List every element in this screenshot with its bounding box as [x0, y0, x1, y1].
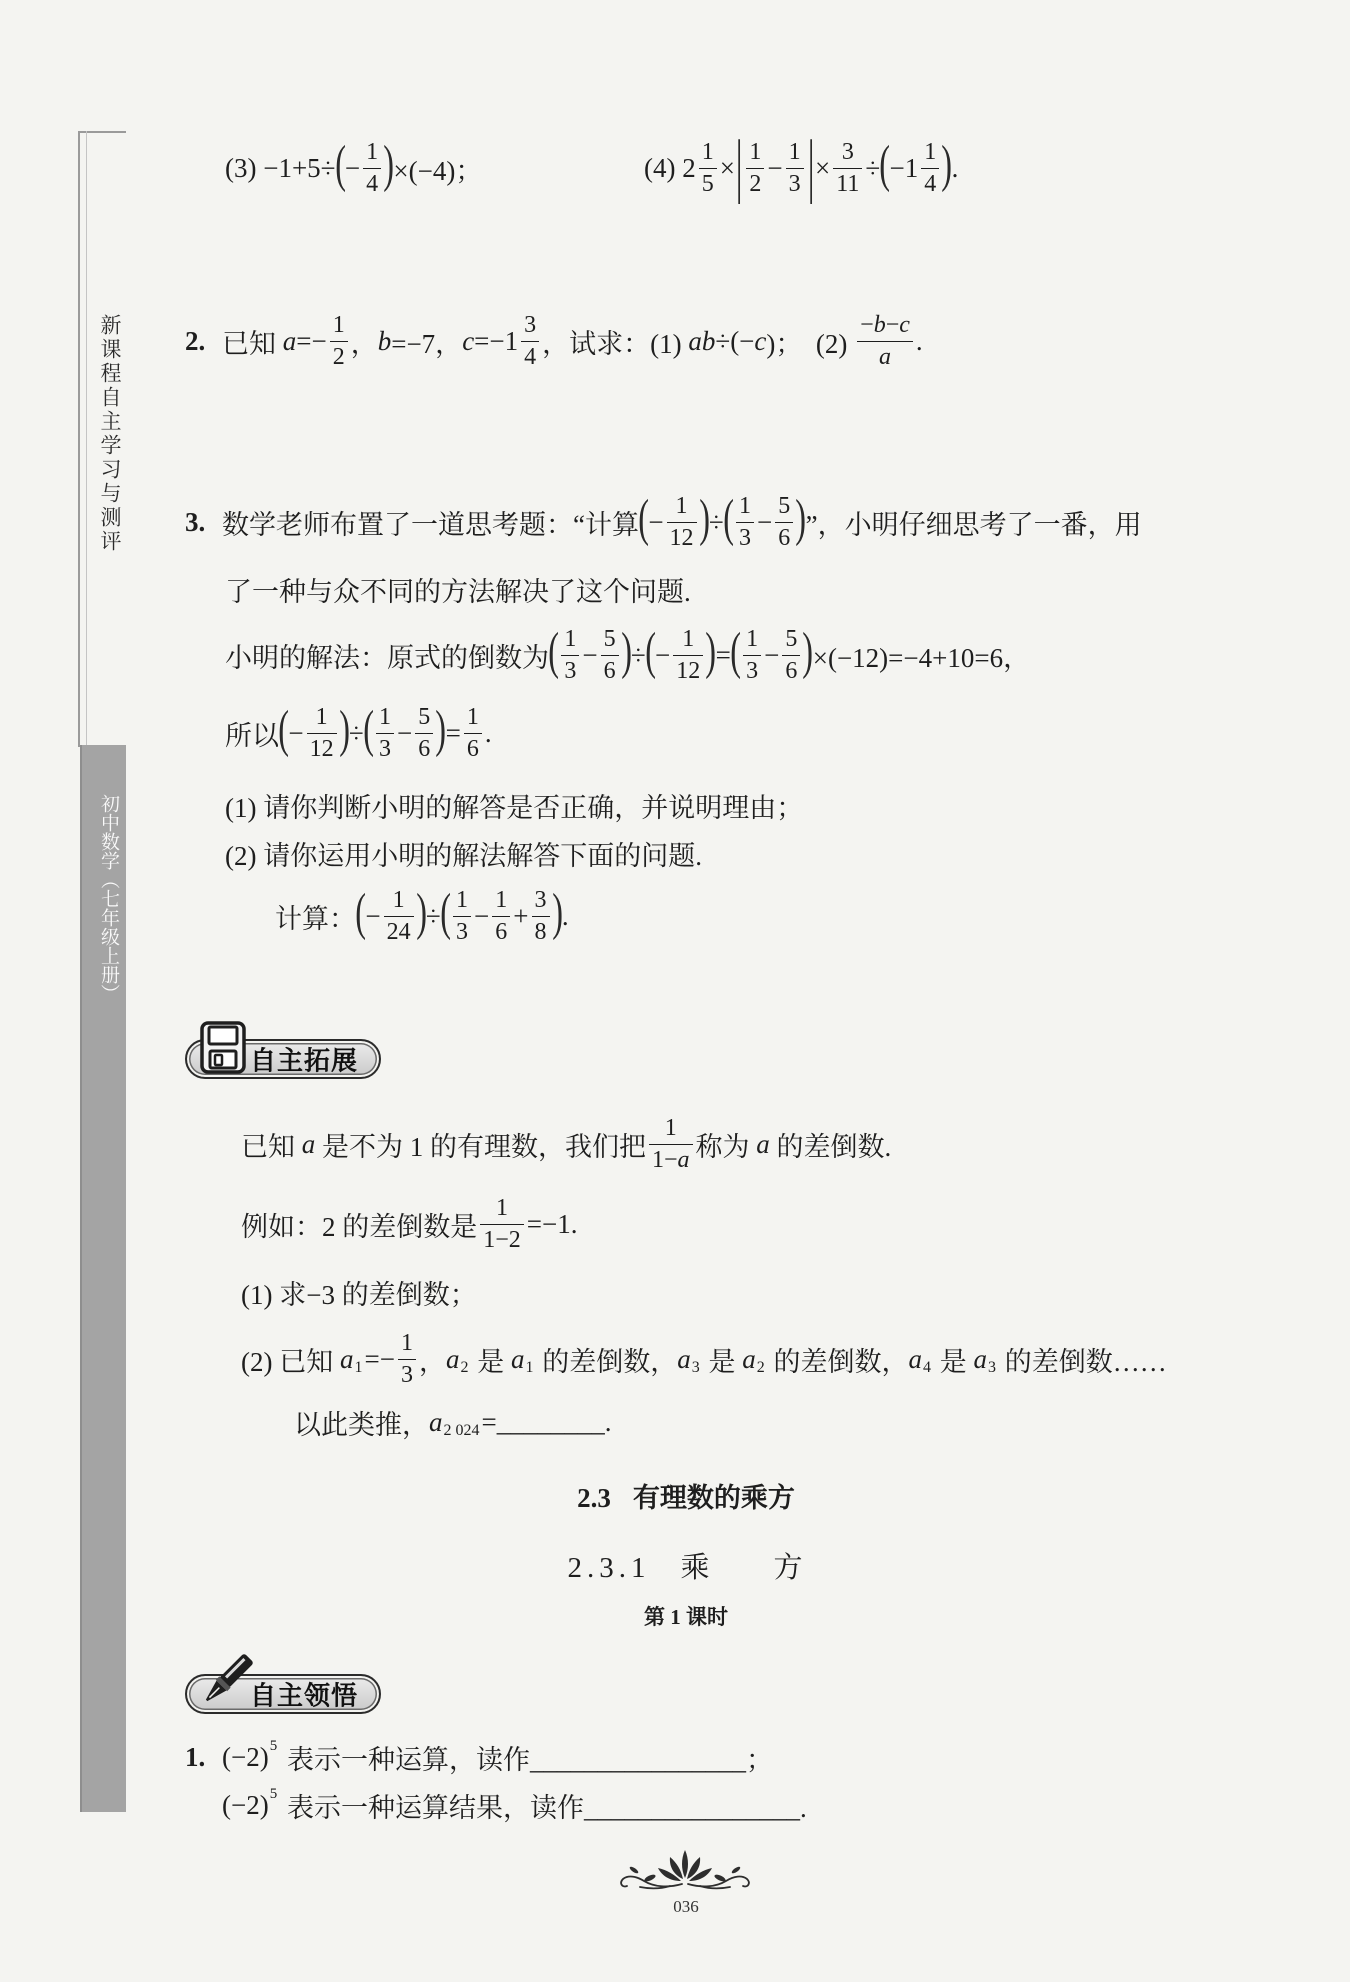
fraction-numerator: 1: [398, 1329, 416, 1359]
question-3-solution: [225, 623, 1030, 687]
fraction-denominator: 5: [701, 170, 714, 197]
fraction-denominator: 12: [669, 524, 694, 551]
text-run: −: [365, 900, 381, 931]
fraction-numerator: 1: [667, 492, 697, 522]
fraction: [464, 703, 482, 763]
extension-definition: [241, 1112, 891, 1176]
big-parenthesis: (: [730, 623, 741, 680]
subsection-title: 乘 方: [680, 1552, 805, 1584]
fraction: [492, 886, 510, 946]
fraction-numerator: 1: [384, 886, 414, 916]
fraction: [736, 492, 754, 552]
text-run: =________.: [481, 1406, 612, 1437]
extension-example: [241, 1192, 578, 1256]
fraction-denominator: 3: [400, 1361, 413, 1388]
math-variable: a: [677, 1343, 691, 1374]
big-parenthesis: ): [415, 884, 427, 941]
text-run: ，试求：(1): [542, 328, 689, 359]
fraction-numerator: 5: [415, 703, 433, 733]
question-3-line-2: [225, 557, 691, 621]
math-variable: a: [742, 1343, 756, 1374]
text-run: ÷: [630, 639, 646, 670]
text-run: ×: [719, 152, 735, 183]
absolute-value-bar: |: [735, 126, 743, 206]
text-run: 的差倒数，: [535, 1346, 678, 1377]
fraction: [453, 886, 471, 946]
fraction-denominator: 8: [534, 918, 547, 945]
fraction-numerator: 3: [532, 886, 550, 916]
question-number: 2.: [185, 325, 206, 356]
fraction-numerator: 1: [480, 1194, 524, 1224]
fraction-numerator: 3: [521, 311, 539, 341]
fraction: [673, 625, 703, 685]
math-variable: a: [510, 1343, 525, 1374]
text-run: 数学老师布置了一道思考题：“计算: [215, 509, 639, 540]
text-run: −: [397, 717, 413, 748]
text-run: 的差倒数.: [769, 1131, 892, 1162]
text-run: (3) −1+5÷: [225, 152, 336, 183]
text-run: −: [757, 506, 773, 537]
fraction-numerator: 1: [376, 703, 394, 733]
text-run: =−: [364, 1343, 395, 1374]
big-parenthesis: (: [638, 490, 650, 547]
text-run: −: [344, 152, 361, 183]
lesson-label: 第 1 课时: [644, 1605, 728, 1629]
text-run: 是: [701, 1346, 743, 1377]
text-run: −: [655, 639, 671, 670]
math-variable: a: [756, 1128, 770, 1159]
fraction: [376, 703, 394, 763]
text-run: =−: [296, 325, 327, 356]
text-run: 1−: [652, 1146, 678, 1173]
fraction: [307, 703, 337, 763]
big-parenthesis: ): [383, 136, 395, 193]
subscript: 1: [525, 1359, 534, 1376]
big-parenthesis: (: [355, 884, 367, 941]
fraction: [667, 492, 697, 552]
math-variable: a: [282, 325, 297, 356]
fraction: [415, 703, 433, 763]
subsection-heading: [336, 1545, 1036, 1586]
section-number: 2.3: [577, 1483, 611, 1513]
text-run: 计算：: [275, 903, 356, 934]
subscript: 4: [922, 1359, 931, 1376]
fraction: [480, 1194, 524, 1254]
fraction-numerator: 1: [363, 138, 381, 168]
math-variable: a: [908, 1343, 922, 1374]
extension-part-2: [241, 1327, 1167, 1391]
math-variable: a: [301, 1128, 316, 1159]
big-parenthesis: (: [645, 623, 656, 680]
text-run: 表示一种运算结果，读作________________.: [280, 1792, 807, 1823]
fraction: [775, 492, 793, 552]
text-run: =−1.: [526, 1208, 578, 1239]
text-run: (−2): [222, 1789, 269, 1820]
fraction-denominator: 1−2: [483, 1226, 521, 1253]
text-run: ”，小明仔细思考了一番，用: [805, 509, 1142, 540]
math-variable: c: [899, 312, 910, 339]
page-number: 036: [673, 1897, 699, 1916]
fraction: [363, 138, 381, 198]
text-run: 称为: [695, 1131, 757, 1162]
text-run: −: [885, 312, 900, 339]
fraction: [398, 1329, 416, 1389]
math-variable: a: [677, 1146, 690, 1173]
big-parenthesis: ): [698, 490, 710, 547]
text-run: −: [767, 152, 783, 183]
text-run: −: [764, 639, 780, 670]
math-variable: a: [339, 1343, 354, 1374]
big-parenthesis: ): [551, 884, 563, 941]
text-run: (1) 求−3 的差倒数；: [241, 1279, 477, 1310]
math-variable: ab: [688, 325, 716, 356]
fraction-numerator: [857, 311, 913, 341]
floppy-disk-icon: [200, 1021, 246, 1074]
text-run: −: [474, 900, 490, 931]
text-run: −: [288, 717, 304, 748]
text-run: .: [484, 717, 492, 748]
fraction-denominator: 4: [366, 170, 379, 197]
big-parenthesis: ): [795, 490, 807, 547]
text-run: ×(−12)=−4+10=6，: [812, 642, 1031, 673]
fraction-denominator: 3: [564, 657, 577, 684]
self-study-badge: [185, 1674, 381, 1714]
subscript: 3: [987, 1359, 996, 1376]
fraction: [330, 311, 348, 371]
question-3-line-1: [185, 490, 1142, 554]
fraction-numerator: 1: [561, 625, 579, 655]
fraction-numerator: 5: [775, 492, 793, 522]
subscript: 1: [354, 1359, 363, 1376]
big-parenthesis: (: [722, 490, 734, 547]
text-run: (−2): [215, 1741, 269, 1772]
section-heading: [336, 1476, 1036, 1515]
text-run: 的差倒数……: [997, 1346, 1167, 1377]
subscript: 2 024: [443, 1422, 480, 1439]
fraction: [699, 138, 717, 198]
fraction-denominator: 6: [418, 735, 431, 762]
fraction-numerator: 1: [743, 625, 761, 655]
fraction: [384, 886, 414, 946]
fraction-denominator: [857, 342, 913, 371]
math-variable: a: [429, 1406, 443, 1437]
fraction-denominator: 3: [788, 170, 801, 197]
text-run: .: [561, 900, 569, 931]
subscript: 2: [460, 1359, 469, 1376]
fraction-numerator: 1: [492, 886, 510, 916]
text-run: ，: [350, 328, 378, 359]
fraction-denominator: 11: [836, 170, 860, 197]
fraction: [786, 138, 804, 198]
math-variable: a: [973, 1343, 987, 1374]
fraction: [601, 625, 619, 685]
text-run: (1) 请你判断小明的解答是否正确，并说明理由；: [225, 792, 804, 823]
fraction: [857, 311, 913, 371]
absolute-value-bar: |: [807, 126, 815, 206]
text-run: 已知: [215, 328, 283, 359]
text-run: (2) 请你运用小明的解法解答下面的问题.: [225, 840, 702, 871]
fraction-numerator: 1: [330, 311, 348, 341]
text-run: 是: [932, 1346, 974, 1377]
fraction: [532, 886, 550, 946]
fraction-denominator: 3: [746, 657, 759, 684]
fraction-denominator: 4: [924, 170, 937, 197]
text-run: −: [582, 639, 598, 670]
fountain-pen-icon: [195, 1652, 255, 1712]
fraction-denominator: [649, 1145, 693, 1174]
text-run: =: [445, 717, 461, 748]
fraction-denominator: 3: [456, 918, 469, 945]
text-run: 表示一种运算，读作________________；: [280, 1744, 773, 1775]
fraction-denominator: 3: [739, 524, 752, 551]
fraction: [561, 625, 579, 685]
exercise-item-4: [644, 126, 959, 206]
big-parenthesis: ): [941, 136, 953, 193]
text-run: .: [951, 152, 959, 183]
superscript: 5: [269, 1785, 278, 1802]
text-run: 的差倒数，: [766, 1346, 909, 1377]
subscript: 2: [756, 1359, 765, 1376]
fraction-numerator: 1: [921, 138, 939, 168]
subsection-number: 2.3.1: [567, 1552, 651, 1584]
extension-badge: [185, 1039, 381, 1079]
math-variable: c: [754, 325, 767, 356]
fraction: [743, 625, 761, 685]
big-parenthesis: ): [705, 623, 717, 680]
fraction-denominator: 6: [785, 657, 798, 684]
question-3-conclusion: [225, 701, 492, 765]
math-variable: a: [879, 343, 892, 370]
question-number: 1.: [185, 1741, 206, 1772]
self-study-badge-label: 自主领悟: [250, 1681, 359, 1712]
math-variable: c: [462, 325, 475, 356]
text-run: ，: [418, 1346, 446, 1377]
sidebar-rule-inner: [86, 131, 87, 747]
fraction-denominator: 12: [309, 735, 334, 762]
fraction-denominator: 6: [603, 657, 616, 684]
big-parenthesis: (: [363, 701, 374, 758]
text-run: .: [915, 325, 923, 356]
fraction: [746, 138, 764, 198]
text-run: 了一种与众不同的方法解决了这个问题.: [225, 576, 691, 607]
fraction-denominator: 4: [524, 343, 537, 370]
book-title: 初中数学（七年级上册）: [98, 794, 120, 1003]
extension-badge-label: 自主拓展: [250, 1046, 359, 1077]
fraction: [921, 138, 939, 198]
fraction-denominator: 3: [379, 735, 392, 762]
fraction-numerator: 1: [649, 1114, 693, 1144]
text-run: 所以: [225, 720, 279, 751]
text-run: ÷: [425, 900, 441, 931]
text-run: ×: [815, 152, 831, 183]
text-run: )； (2): [766, 328, 855, 359]
text-run: 例如：2 的差倒数是: [241, 1211, 478, 1242]
extension-part-2-answer: [294, 1390, 611, 1454]
fraction: [782, 625, 800, 685]
text-run: −: [860, 312, 874, 339]
fraction-denominator: 12: [676, 657, 701, 684]
sidebar-rule: [78, 131, 80, 747]
fraction-numerator: 1: [673, 625, 703, 655]
math-variable: b: [873, 312, 886, 339]
text-run: +: [513, 900, 529, 931]
extension-part-1: [241, 1260, 477, 1324]
fraction-numerator: 1: [736, 492, 754, 522]
subscript: 3: [691, 1359, 700, 1376]
fraction-numerator: 1: [464, 703, 482, 733]
text-run: 以此类推，: [294, 1409, 429, 1440]
text-run: 已知: [241, 1131, 302, 1162]
fraction-denominator: 6: [466, 735, 479, 762]
fraction-numerator: 1: [699, 138, 717, 168]
superscript: 5: [269, 1737, 278, 1754]
section-title: 有理数的乘方: [632, 1483, 795, 1513]
fraction-denominator: 24: [386, 918, 411, 945]
text-run: =−1: [474, 325, 519, 356]
fraction-numerator: 3: [833, 138, 862, 168]
fraction-numerator: 5: [782, 625, 800, 655]
text-run: ÷(−: [715, 325, 755, 356]
text-run: −1: [889, 152, 919, 183]
fraction-denominator: 6: [495, 918, 508, 945]
text-run: (2) 已知: [241, 1346, 340, 1377]
text-run: −: [648, 506, 664, 537]
big-parenthesis: ): [620, 623, 632, 680]
text-run: 小明的解法：原式的倒数为: [225, 642, 549, 673]
big-parenthesis: ): [802, 623, 814, 680]
series-title: 新课程自主学习与测评: [98, 314, 122, 554]
text-run: ÷: [348, 717, 364, 748]
text-run: (4) 2: [644, 152, 696, 183]
fraction-numerator: 1: [307, 703, 337, 733]
question-number: 3.: [185, 506, 206, 537]
text-run: =−7，: [391, 328, 463, 359]
fraction-denominator: 2: [332, 343, 345, 370]
text-run: ÷: [865, 152, 881, 183]
question-2: [185, 309, 923, 373]
big-parenthesis: (: [879, 136, 891, 193]
text-run: ÷: [708, 506, 724, 537]
floral-ornament-icon: [610, 1848, 760, 1890]
big-parenthesis: (: [278, 701, 290, 758]
text-run: =: [715, 639, 731, 670]
big-parenthesis: ): [435, 701, 447, 758]
fraction: [521, 311, 539, 371]
big-parenthesis: (: [440, 884, 451, 941]
text-run: 是不为 1 的有理数，我们把: [315, 1131, 646, 1162]
fraction-denominator: 2: [749, 170, 762, 197]
exercise-item-3: [225, 136, 482, 200]
question-3-part-2: [225, 821, 702, 885]
math-variable: b: [377, 325, 392, 356]
big-parenthesis: ): [338, 701, 350, 758]
big-parenthesis: (: [548, 623, 560, 680]
math-variable: a: [445, 1343, 460, 1374]
fraction: [833, 138, 862, 198]
text-run: ×(−4)；: [393, 155, 483, 186]
fraction-numerator: 5: [601, 625, 619, 655]
fraction: [649, 1114, 693, 1174]
fraction-numerator: 1: [786, 138, 804, 168]
question-3-calculation: [275, 884, 569, 948]
text-run: 是: [470, 1346, 511, 1377]
fraction-denominator: 6: [778, 524, 791, 551]
fraction-numerator: 1: [453, 886, 471, 916]
big-parenthesis: (: [334, 136, 346, 193]
study-question-1-line-2: [222, 1773, 807, 1837]
fraction-numerator: 1: [746, 138, 764, 168]
